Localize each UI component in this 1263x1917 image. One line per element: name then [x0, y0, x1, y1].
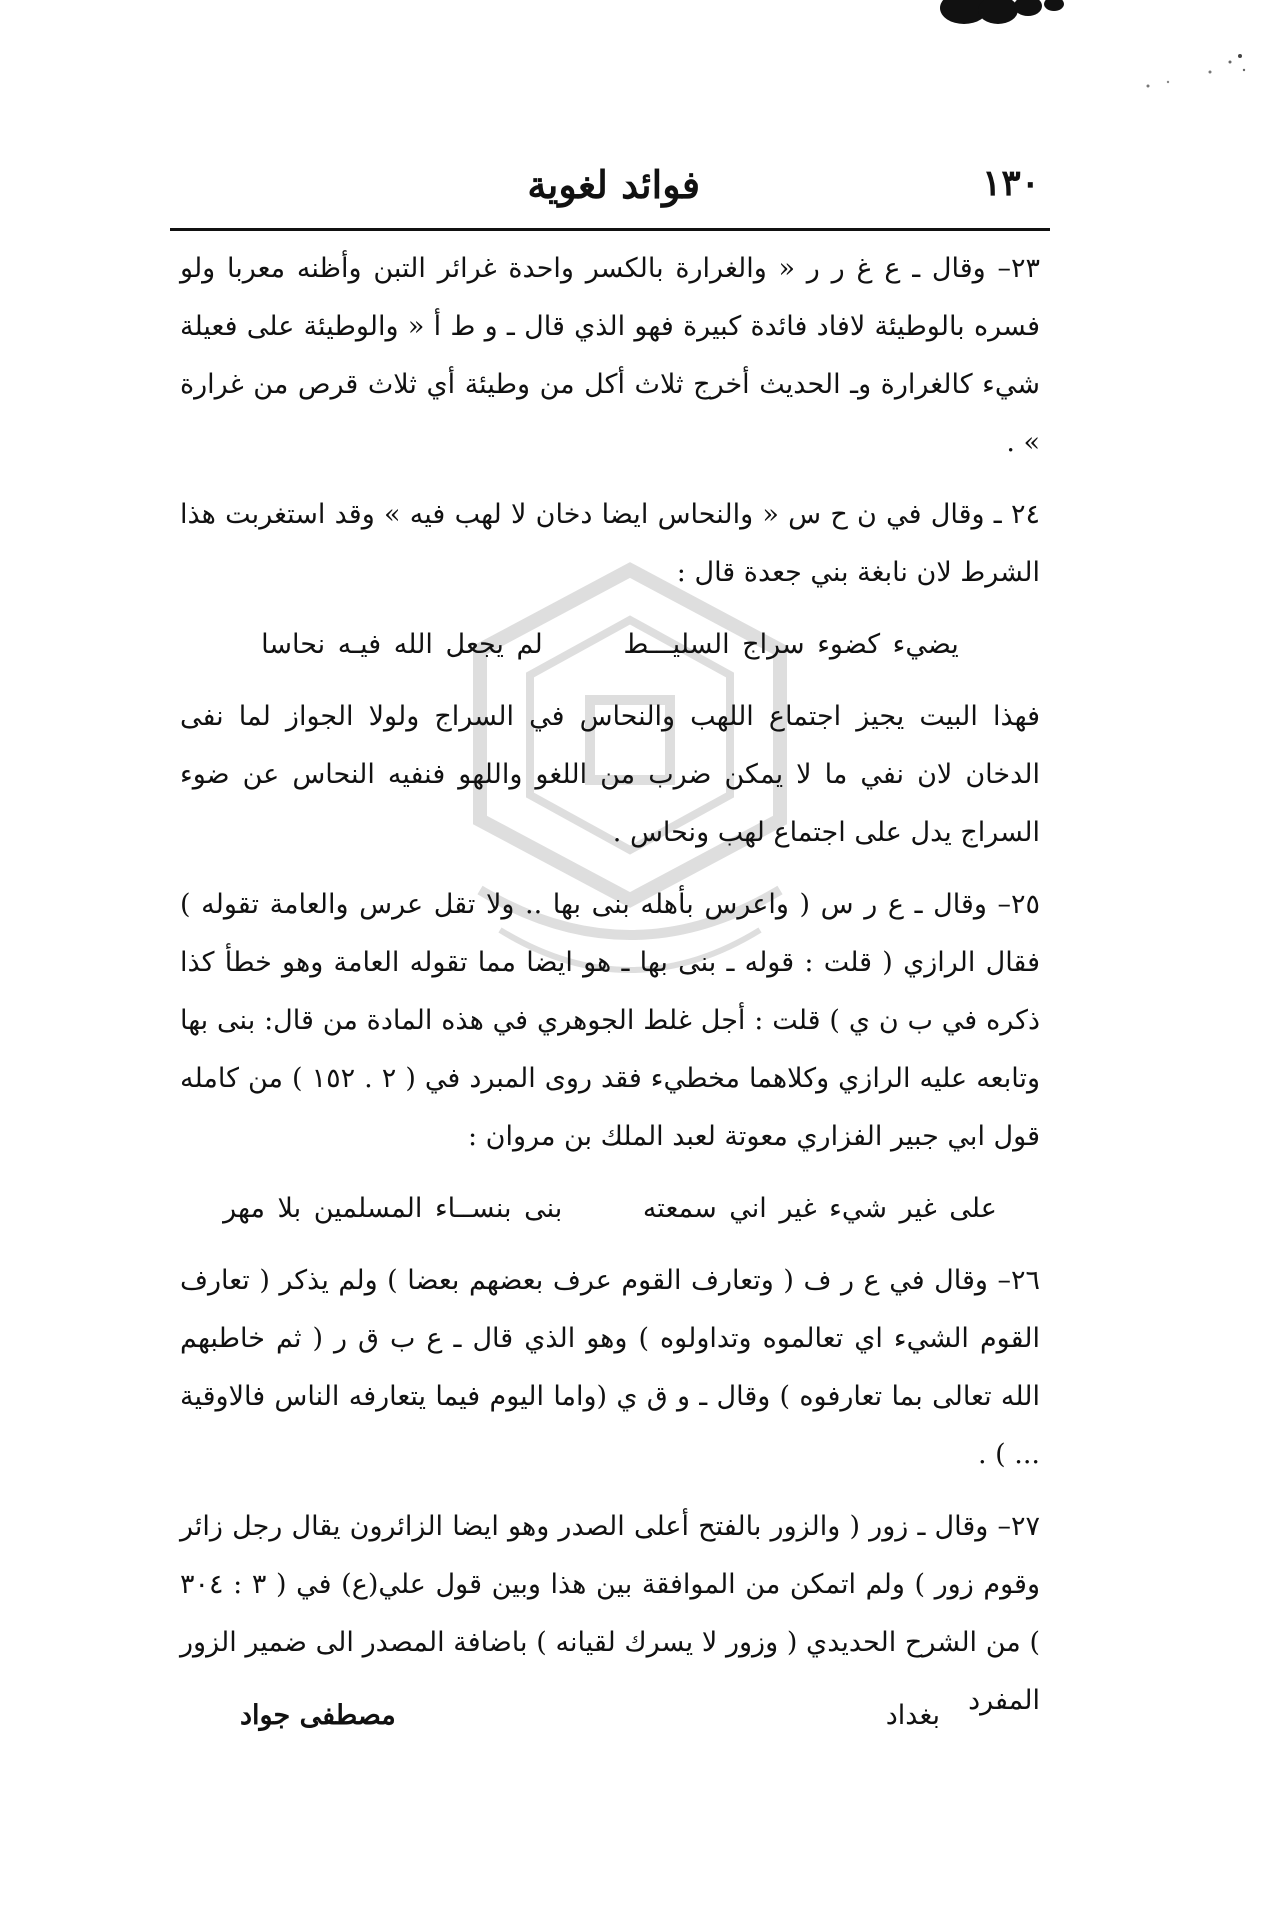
signature-line [240, 1700, 940, 1750]
paragraph-24: ٢٤ ـ وقال في ن ح س « والنحاس ايضا دخان لا لهب فيه » وقد استغربت هذا الشرط لان نابغة بني جعدة قال : [180, 499, 1040, 588]
paragraph-23: ٢٣– وقال ـ ع غ ر ر « والغرارة بالكسر واحدة غرائر التبن وأظنه معربا ولو فسره بالوطيئة لافاد فائدة كبيرة فهو الذي قال ـ و ط أ « والوطيئة على فعيلة شيء كالغرارة وـ الحديث أخرج ثلاث أكل من وطيئة أي ثلاث قرص من غرارة » . [180, 253, 1040, 458]
article-body [180, 240, 1040, 1744]
author-name: مصطفى جواد [240, 1700, 396, 1731]
verse-hemistich: بنى بنســاء المسلمين بلا مهر [223, 1193, 563, 1224]
verse-hemistich: على غير شيء غير اني سمعته [642, 1193, 997, 1224]
paragraph-26: ٢٦– وقال في ع ر ف ( وتعارف القوم عرف بعضهم بعضا ) ولم يذكر ( تعارف القوم الشيء اي تعالموه وتداولوه ) وهو الذي قال ـ ع ب ق ر ( ثم خاطبهم الله تعالى بما تعارفوه ) وقال ـ و ق ي (واما اليوم فيما يتعارفه الناس فالاوقية ... ) . [180, 1265, 1040, 1470]
verse-hemistich: يضيء كضوء سراج السليـــط [623, 629, 959, 660]
verse-line [180, 616, 1040, 674]
header-rule [170, 228, 1050, 231]
verse-hemistich: لم يجعل الله فيـه نحاسا [261, 629, 543, 660]
paragraph-27: ٢٧– وقال ـ زور ( والزور بالفتح أعلى الصدر وهو ايضا الزائرون يقال رجل زائر وقوم زور ) ولم اتمكن من الموافقة بين هذا وبين قول علي(ع) في ( ٣ : ٣٠٤ ) من الشرح الحديدي ( وزور لا يسرك لقيانه ) باضافة المصدر الى ضمير الزور المفرد [180, 1511, 1040, 1716]
place-name: بغداد [885, 1700, 940, 1731]
paragraph-25: ٢٥– وقال ـ ع ر س ( واعرس بأهله بنى بها .. ولا تقل عرس والعامة تقوله ) فقال الرازي ( قلت : قوله ـ بنى بها ـ هو ايضا مما تقوله العامة وهو خطأ كذا ذكره في ب ن ي ) قلت : أجل غلط الجوهري في هذه المادة من قال: بنى بها وتابعه عليه الرازي وكلاهما مخطيء فقد روى المبرد في ( ٢ . ١٥٢ ) من كامله قول ابي جبير الفزاري معوتة لعبد الملك بن مروان : [180, 889, 1041, 1152]
running-title: فوائد لغوية [527, 162, 700, 207]
paragraph-24-continued: فهذا البيت يجيز اجتماع اللهب والنحاس في السراج ولولا الجواز لما نفى الدخان لان نفي ما لا يمكن ضرب من اللغو واللهو فنفيه النحاس عن ضوء السراج يدل على اجتماع لهب ونحاس . [180, 701, 1040, 848]
ink-blot-mark [936, 0, 1086, 32]
verse-line [180, 1180, 1040, 1238]
speck-marks [1140, 48, 1250, 108]
page-number: ١٣٠ [981, 162, 1040, 204]
page-header [170, 160, 1040, 220]
